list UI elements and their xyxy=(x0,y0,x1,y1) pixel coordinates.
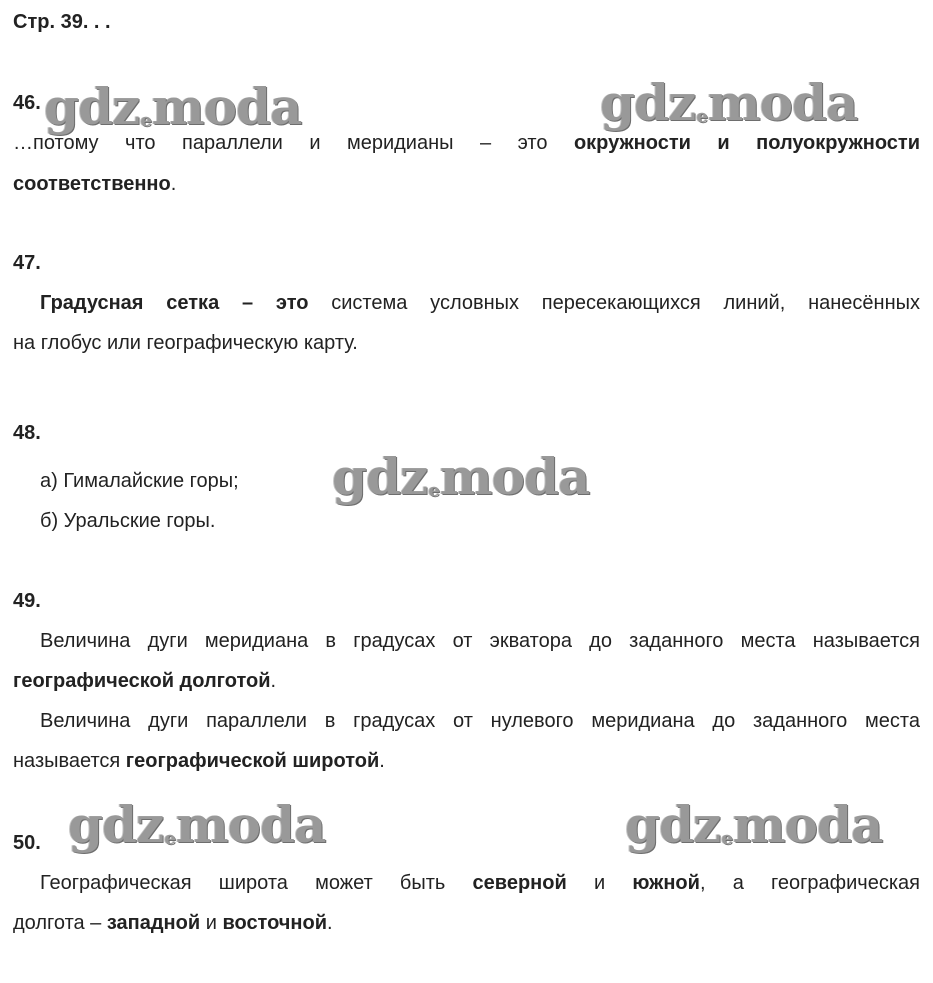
task-49-para-2-line-2: называется географической широтой. xyxy=(13,750,385,772)
watermark-logo: gdzemoda xyxy=(332,447,590,506)
page-header: Стр. 39. . . xyxy=(13,11,111,33)
task-48-item-b: б) Уральские горы. xyxy=(40,510,216,532)
task-47-line-1: Градусная сетка – это система условных пересекающихся линий, нанесённых xyxy=(40,292,920,314)
watermark-logo: gdzemoda xyxy=(600,73,858,132)
watermark-logo: gdzemoda xyxy=(44,77,302,136)
task-48-number: 48. xyxy=(13,422,41,444)
task-49-number: 49. xyxy=(13,590,41,612)
watermark-logo: gdzemoda xyxy=(625,795,883,854)
task-49-para-1-line-1: Величина дуги меридиана в градусах от экватора до заданного места называется xyxy=(40,630,920,652)
task-46-line-1: …потому что параллели и меридианы – это окружности и полуокружности xyxy=(13,132,921,154)
task-50-line-1: Географическая широта может быть северной и южной, а географическая xyxy=(40,872,920,894)
task-46-line-2: соответственно. xyxy=(13,173,177,195)
watermark-logo: gdzemoda xyxy=(68,795,326,854)
task-47-line-2: на глобус или географическую карту. xyxy=(13,332,358,354)
task-48-item-a: а) Гималайские горы; xyxy=(40,470,239,492)
task-50-number: 50. xyxy=(13,832,41,854)
task-49-para-2-line-1: Величина дуги параллели в градусах от нулевого меридиана до заданного места xyxy=(40,710,920,732)
task-47-number: 47. xyxy=(13,252,41,274)
task-46-number: 46. xyxy=(13,92,41,114)
task-49-para-1-line-2: географической долготой. xyxy=(13,670,277,692)
task-50-line-2: долгота – западной и восточной. xyxy=(13,912,333,934)
